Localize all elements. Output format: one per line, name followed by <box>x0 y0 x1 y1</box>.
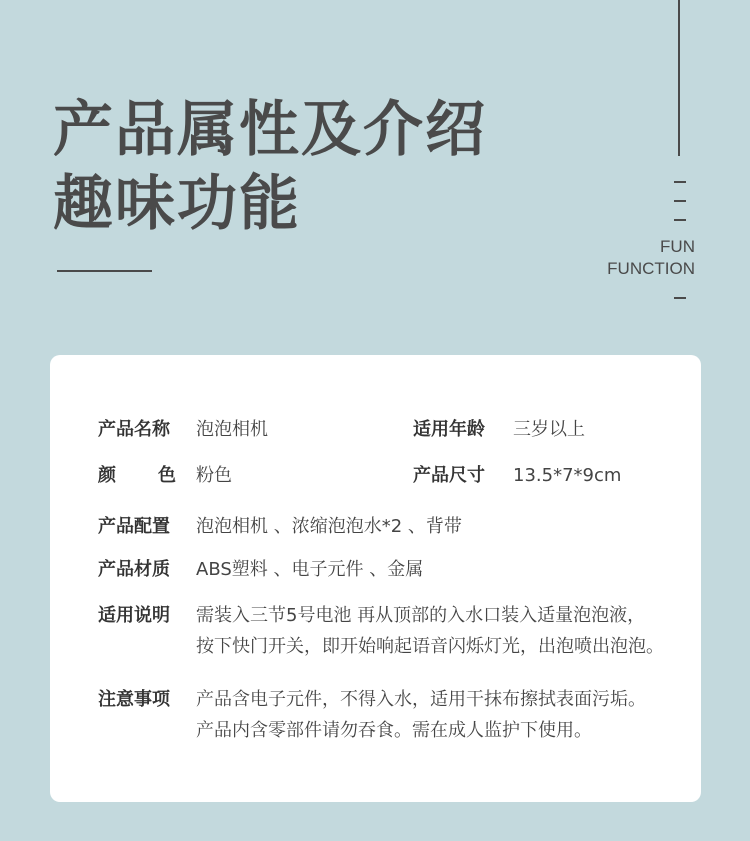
page-title-line1: 产品属性及介绍 <box>53 95 487 165</box>
decor-dash <box>674 181 686 183</box>
color-value: 粉色 <box>196 465 232 486</box>
color-label <box>98 467 176 485</box>
decor-dash <box>674 297 686 299</box>
instructions-text <box>196 600 676 662</box>
decor-dash <box>674 200 686 202</box>
page-title-line2: 趣味功能 <box>53 169 301 239</box>
decor-dash <box>674 219 686 221</box>
vertical-decor-line <box>678 0 680 156</box>
instructions-line1: 需装入三节5号电池 再从顶部的入水口装入适量泡泡液， <box>196 605 646 626</box>
config-label: 产品配置 <box>98 516 170 537</box>
instructions-line2: 按下快门开关，即开始响起语音闪烁灯光，出泡喷出泡泡。 <box>196 636 664 657</box>
color-label-char1: 颜 <box>98 465 116 486</box>
config-value: 泡泡相机 、浓缩泡泡水*2 、背带 <box>196 516 462 537</box>
fun-label: FUN <box>660 237 695 256</box>
function-label: FUNCTION <box>607 259 695 278</box>
product-name-label: 产品名称 <box>98 419 170 440</box>
notice-label: 注意事项 <box>98 689 170 710</box>
notice-line2: 产品内含零部件请勿吞食。需在成人监护下使用。 <box>196 720 592 741</box>
material-label: 产品材质 <box>98 559 170 580</box>
size-value: 13.5*7*9cm <box>513 465 622 486</box>
size-label: 产品尺寸 <box>413 465 485 486</box>
color-label-char2: 色 <box>158 465 176 486</box>
spec-card <box>50 355 701 802</box>
product-name-value: 泡泡相机 <box>196 419 268 440</box>
notice-text <box>196 684 676 746</box>
material-value: ABS塑料 、电子元件 、金属 <box>196 559 424 580</box>
age-label: 适用年龄 <box>413 419 485 440</box>
age-value: 三岁以上 <box>513 419 585 440</box>
notice-line1: 产品含电子元件，不得入水，适用干抹布擦拭表面污垢。 <box>196 689 646 710</box>
title-underline-divider <box>57 270 152 272</box>
instructions-label: 适用说明 <box>98 605 170 626</box>
